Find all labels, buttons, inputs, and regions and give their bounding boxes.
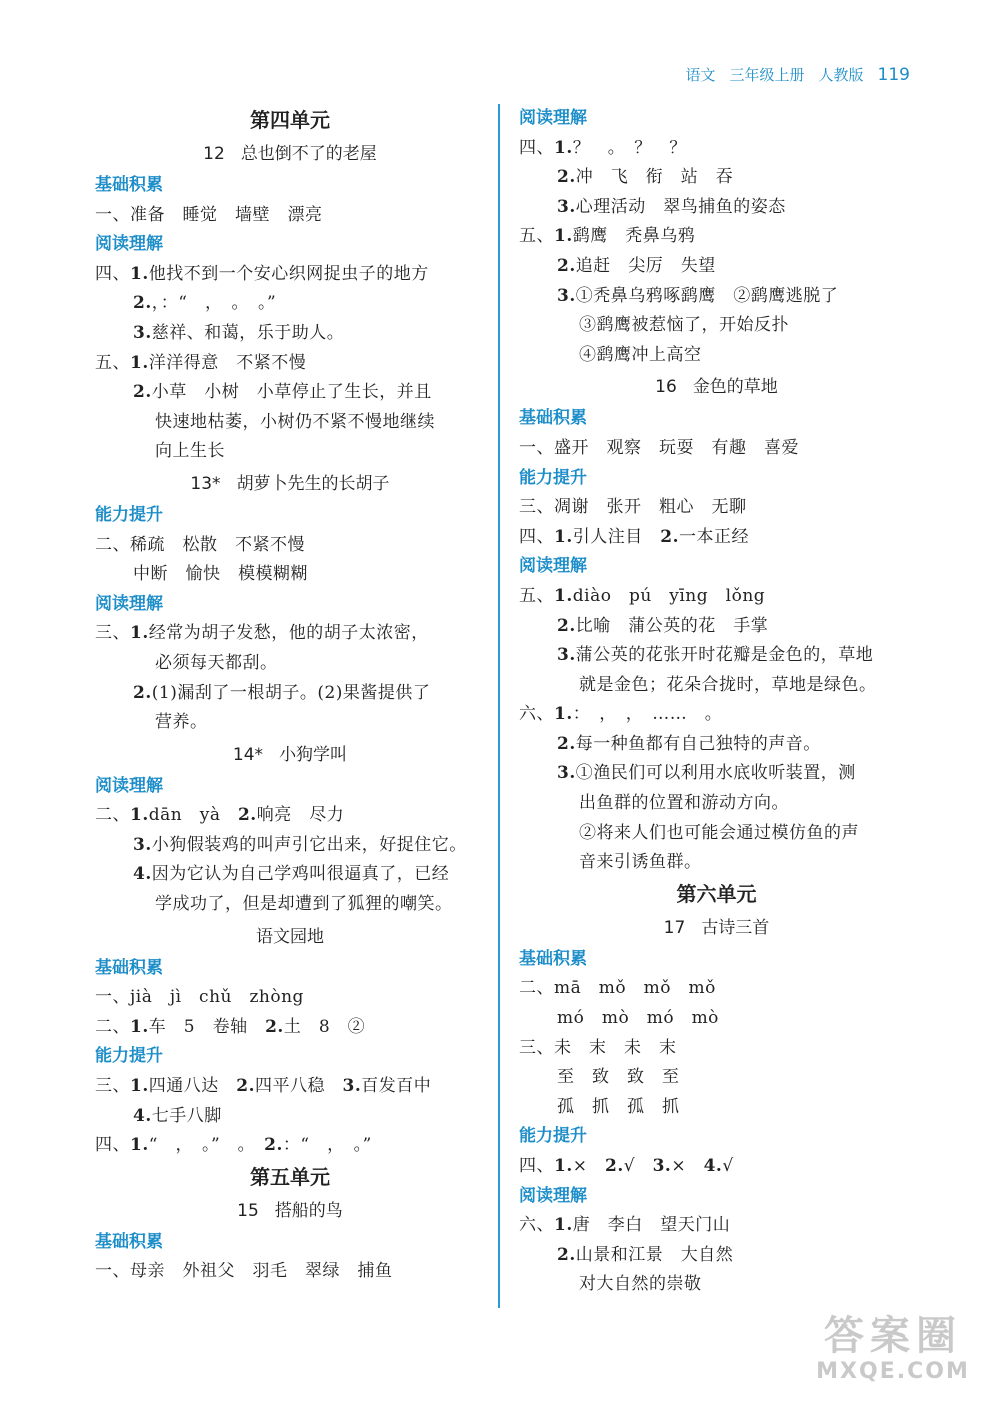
lesson-number: 16 [655, 377, 677, 398]
answer-line [519, 612, 914, 642]
answer-line [519, 671, 914, 701]
answer-text: 孤 抓 孤 抓 [557, 1096, 680, 1117]
answer-text: (1)漏刮了一根胡子。(2)果酱提供了 [151, 682, 431, 703]
sub-question-number: 3. [557, 196, 576, 217]
section-heading: 能力提升 [519, 467, 587, 488]
page-header [686, 64, 911, 85]
answer-line [519, 974, 914, 1004]
lesson-title [95, 920, 485, 954]
answer-text: 快速地枯萎，小树仍不紧不慢地继续 [155, 411, 435, 432]
question-number: 四、 [95, 1135, 130, 1156]
watermark-url: MXQE.COM [816, 1359, 970, 1384]
sub-question-number: 1. [130, 352, 149, 373]
answer-line [95, 619, 485, 649]
answer-line [95, 319, 485, 349]
section-heading: 基础积累 [95, 175, 163, 195]
sub-question-number: 1. [130, 1076, 149, 1097]
answer-line [95, 1102, 485, 1132]
answer-line [519, 730, 914, 760]
answer-line [95, 349, 485, 379]
lesson-number: 13* [190, 473, 221, 494]
sub-question-number: 4. [133, 1105, 152, 1126]
answer-line [519, 1270, 914, 1300]
answer-line [519, 222, 914, 252]
answer-text: 中断 愉快 模模糊糊 [133, 564, 308, 585]
question-number: 一、 [95, 204, 130, 225]
sub-question-number: 1. [130, 623, 149, 644]
answer-text: jià jì chǔ zhòng [130, 987, 304, 1008]
answer-text: √ [722, 1156, 734, 1176]
answer-line [519, 163, 914, 193]
unit-heading: 第五单元 [250, 1164, 330, 1189]
answer-line [95, 560, 485, 590]
answer-text: 未 末 未 末 [554, 1037, 677, 1058]
answer-text: 准备 睡觉 墙壁 漂亮 [130, 204, 323, 225]
answer-line [519, 641, 914, 671]
answer-line [519, 700, 914, 730]
answer-text: 蒲公英的花张开时花瓣是金色的，草地 [575, 645, 874, 666]
answer-line [95, 531, 485, 561]
answer-line [95, 378, 485, 408]
sub-question-number: 2. [660, 526, 679, 547]
answer-text: 洋洋得意 不紧不慢 [148, 352, 307, 373]
answer-text: 小狗假装鸡的叫声引它出来，好捉住它。 [151, 834, 467, 855]
lesson-title [95, 738, 485, 772]
lesson-title [519, 911, 914, 945]
answer-line [95, 260, 485, 290]
lesson-name: 语文园地 [256, 926, 324, 947]
answer-text: 每一种鱼都有自己独特的声音。 [575, 733, 821, 754]
sub-question-number: 2. [557, 615, 576, 636]
header-edition: 人教版 [818, 66, 864, 84]
answer-text: 至 致 致 至 [557, 1067, 680, 1088]
sub-question-number: 2. [133, 293, 152, 314]
sub-question-number: 4. [703, 1156, 723, 1176]
answer-line [95, 801, 485, 831]
answer-text: 四平八稳 [255, 1076, 343, 1097]
question-number: 五、 [519, 585, 554, 606]
answer-line [519, 1004, 914, 1034]
sub-question-number: 1. [554, 585, 573, 606]
question-number: 四、 [519, 1156, 554, 1176]
answer-line [519, 311, 914, 341]
question-number: 二、 [519, 978, 554, 999]
answer-text: 向上生长 [155, 441, 225, 462]
unit-heading: 第六单元 [676, 881, 757, 906]
section-heading: 基础积累 [95, 957, 163, 978]
question-number: 三、 [95, 623, 130, 644]
section-heading: 阅读理解 [95, 593, 163, 614]
question-number: 二、 [95, 1016, 130, 1037]
left-column [95, 104, 485, 1287]
answer-text: 出鱼群的位置和游动方向。 [579, 793, 789, 814]
answer-text: 慈祥、和蔼，乐于助人。 [151, 322, 345, 343]
sub-question-number: 3. [342, 1076, 362, 1097]
answer-text: √ [623, 1156, 653, 1176]
answer-line [519, 789, 914, 819]
lesson-title [95, 467, 485, 501]
sub-question-number: 3. [557, 763, 576, 784]
question-number: 一、 [519, 437, 554, 458]
section-heading: 阅读理解 [95, 234, 163, 255]
question-number: 三、 [519, 497, 554, 518]
sub-question-number: 3. [133, 834, 152, 855]
answer-line [519, 282, 914, 312]
answer-text: 一本正经 [679, 526, 749, 547]
sub-question-number: 1. [130, 263, 149, 284]
answer-text: × [671, 1156, 704, 1176]
answer-line [519, 493, 914, 523]
sub-question-number: 2. [557, 167, 576, 188]
lesson-name: 搭船的鸟 [274, 1200, 343, 1221]
answer-line [519, 848, 914, 878]
section-heading: 阅读理解 [519, 1185, 587, 1206]
question-number: 一、 [95, 987, 130, 1008]
question-number: 四、 [95, 263, 130, 284]
section-heading: 阅读理解 [95, 775, 163, 796]
answer-line [519, 1152, 914, 1182]
sub-question-number: 2. [265, 1016, 284, 1037]
right-column [519, 104, 914, 1300]
answer-text: 四通八达 [148, 1076, 237, 1097]
answer-text: ： ， ， …… 。 [572, 704, 723, 725]
lesson-name: 古诗三首 [701, 917, 770, 938]
section-heading: 基础积累 [95, 1231, 163, 1252]
lesson-name: 金色的草地 [692, 377, 778, 398]
answer-text: ①渔民们可以利用水底收听装置，测 [575, 763, 856, 784]
answer-text: × [572, 1156, 605, 1176]
lesson-title [95, 1194, 485, 1228]
answer-text: 他找不到一个安心织网捉虫子的地方 [148, 263, 429, 284]
lesson-name: 总也倒不了的老屋 [240, 144, 377, 164]
sub-question-number: 3. [557, 645, 576, 666]
answer-text: diào pú yīng lǒng [572, 585, 766, 606]
section-heading: 基础积累 [519, 948, 587, 969]
answer-text: 学成功了，但是却遭到了狐狸的嘲笑。 [155, 894, 453, 915]
answer-text: mó mò mó mò [557, 1008, 719, 1029]
sub-question-number: 1. [554, 1215, 573, 1236]
lesson-number: 14* [232, 744, 264, 765]
answer-text: 盛开 观察 玩耍 有趣 喜爱 [554, 437, 799, 458]
answer-text: mā mǒ mǒ mǒ [554, 978, 716, 999]
answer-line [95, 831, 485, 861]
answer-text: 冲 飞 衔 站 吞 [575, 167, 734, 188]
answer-line [519, 1211, 914, 1241]
page-number: 119 [877, 65, 910, 85]
answer-line [95, 1257, 485, 1287]
answer-line [519, 434, 914, 464]
question-number: 六、 [519, 1215, 554, 1236]
sub-question-number: 1. [130, 1135, 149, 1156]
question-number: 三、 [95, 1076, 130, 1097]
sub-question-number: 3. [652, 1156, 672, 1176]
column-divider [498, 104, 500, 1308]
answer-line [95, 201, 485, 231]
sub-question-number: 2. [557, 255, 576, 276]
answer-text: 对大自然的崇敬 [579, 1274, 702, 1295]
answer-text: 就是金色；花朵合拢时，草地是绿色。 [579, 674, 877, 695]
answer-line [519, 523, 914, 553]
section-heading: 能力提升 [95, 504, 163, 525]
question-number: 一、 [95, 1261, 130, 1282]
question-number: 六、 [519, 704, 554, 725]
answer-text: ，：“ ， 。 。” [151, 293, 277, 314]
answer-text: 土 8 ② [283, 1016, 366, 1037]
lesson-number: 15 [237, 1200, 259, 1221]
answer-text: 母亲 外祖父 羽毛 翠绿 捕鱼 [130, 1261, 393, 1282]
unit-heading: 第四单元 [250, 108, 330, 132]
sub-question-number: 1. [554, 137, 573, 158]
sub-question-number: 1. [554, 226, 573, 247]
lesson-title [95, 137, 485, 171]
sub-question-number: 2. [605, 1156, 624, 1176]
answer-text: 百发百中 [361, 1076, 432, 1097]
answer-text: ④鹞鹰冲上高空 [579, 344, 702, 365]
answer-line [519, 341, 914, 371]
answer-text: 追赶 尖厉 失望 [575, 255, 716, 276]
answer-line [95, 437, 485, 467]
sub-question-number: 1. [554, 1156, 573, 1176]
answer-text: 车 5 卷轴 [148, 1016, 266, 1037]
answer-text: 引人注目 [572, 526, 661, 547]
question-number: 二、 [95, 534, 130, 555]
answer-line [519, 134, 914, 164]
sub-question-number: 2. [133, 382, 152, 403]
sub-question-number: 1. [554, 704, 573, 725]
section-heading: 基础积累 [519, 408, 587, 429]
question-number: 三、 [519, 1037, 554, 1058]
lesson-number: 12 [203, 144, 225, 164]
answer-text: 营养。 [155, 712, 208, 733]
answer-line [519, 1093, 914, 1123]
answer-text: ③鹞鹰被惹恼了，开始反扑 [579, 315, 789, 336]
answer-line [519, 1034, 914, 1064]
answer-text: 唐 李白 望天门山 [572, 1215, 731, 1236]
header-subject: 语文 [685, 66, 716, 84]
sub-question-number: 1. [130, 805, 149, 826]
sub-question-number: 2. [236, 1076, 255, 1097]
answer-line [519, 1063, 914, 1093]
question-number: 二、 [95, 805, 130, 826]
answer-text: 音来引诱鱼群。 [579, 852, 702, 873]
lesson-name: 胡萝卜先生的长胡子 [236, 473, 390, 494]
sub-question-number: 3. [557, 285, 576, 306]
answer-text: 山景和江景 大自然 [575, 1244, 734, 1265]
watermark-logo [798, 1313, 988, 1393]
sub-question-number: 2. [557, 733, 576, 754]
answer-line [519, 759, 914, 789]
answer-line [519, 582, 914, 612]
answer-text: dān yà [148, 805, 238, 826]
question-number: 四、 [519, 137, 554, 158]
answer-text: 比喻 蒲公英的花 手掌 [575, 615, 769, 636]
answer-text: 因为它认为自己学鸡叫很逼真了，已经 [151, 864, 450, 885]
answer-line [95, 408, 485, 438]
answer-text: 必须每天都刮。 [155, 652, 278, 673]
section-heading: 阅读理解 [519, 108, 587, 128]
answer-line [95, 1072, 485, 1102]
section-heading: 阅读理解 [519, 556, 587, 577]
sub-question-number: 2. [133, 682, 152, 703]
answer-text: 凋谢 张开 粗心 无聊 [554, 497, 747, 518]
lesson-number: 17 [663, 917, 686, 938]
answer-text: 经常为胡子发愁，他的胡子太浓密， [148, 623, 429, 644]
answer-text: 稀疏 松散 不紧不慢 [130, 534, 305, 555]
answer-line [519, 1241, 914, 1271]
sub-question-number: 2. [557, 1244, 576, 1265]
answer-line [95, 860, 485, 890]
sub-question-number: 1. [130, 1016, 149, 1037]
sub-question-number: 2. [237, 805, 257, 826]
lesson-name: 小狗学叫 [279, 744, 348, 765]
header-grade: 三年级上册 [729, 66, 805, 84]
answer-line [95, 1131, 485, 1161]
answer-text: 鹞鹰 秃鼻乌鸦 [572, 226, 696, 247]
sub-question-number: 2. [264, 1135, 283, 1156]
answer-text: 心理活动 翠鸟捕鱼的姿态 [575, 196, 786, 217]
answer-line [95, 649, 485, 679]
watermark-text: 答案圈 [824, 1313, 962, 1359]
answer-text: 七手八脚 [151, 1105, 222, 1126]
sub-question-number: 1. [554, 526, 573, 547]
answer-text: 小草 小树 小草停止了生长，并且 [151, 382, 432, 403]
answer-text: ？ 。 ？ ？ [572, 137, 687, 158]
question-number: 五、 [519, 226, 554, 247]
sub-question-number: 3. [133, 322, 152, 343]
answer-line [95, 289, 485, 319]
answer-text: 响亮 尽力 [256, 805, 345, 826]
answer-line [95, 708, 485, 738]
answer-text: ：“ ， 。” [282, 1135, 372, 1156]
answer-line [519, 193, 914, 223]
answer-text: ①秃鼻乌鸦啄鹞鹰 ②鹞鹰逃脱了 [575, 285, 839, 306]
sub-question-number: 4. [133, 864, 152, 885]
question-number: 五、 [95, 352, 130, 373]
answer-line [519, 819, 914, 849]
answer-text: “ ， 。” 。 [148, 1135, 265, 1156]
answer-line [95, 983, 485, 1013]
question-number: 四、 [519, 526, 554, 547]
answer-line [519, 252, 914, 282]
lesson-title [519, 370, 914, 404]
answer-line [95, 1013, 485, 1043]
answer-line [95, 890, 485, 920]
answer-line [95, 679, 485, 709]
section-heading: 能力提升 [95, 1046, 163, 1067]
answer-text: ②将来人们也可能会通过模仿鱼的声 [579, 822, 859, 843]
section-heading: 能力提升 [519, 1126, 587, 1147]
